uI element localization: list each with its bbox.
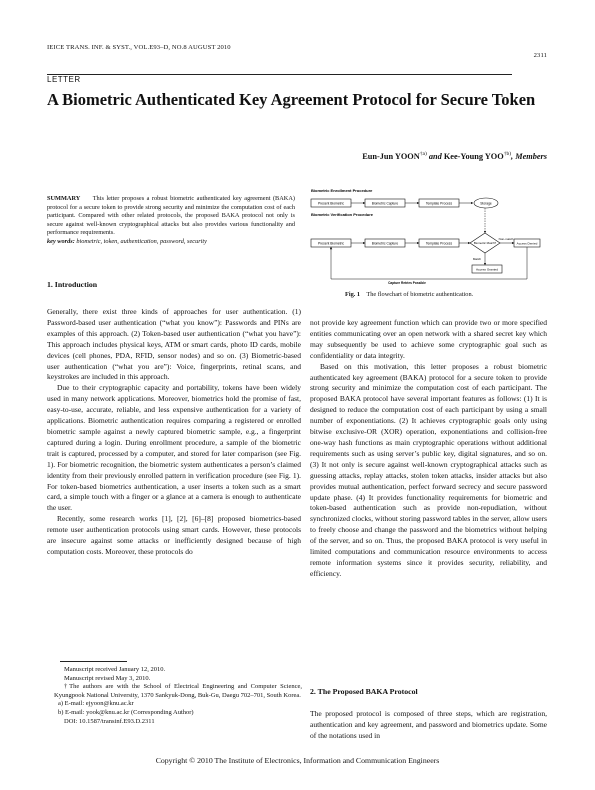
abstract	[47, 195, 295, 246]
intro-paragraph-3: Recently, some research works [1], [2], [6]–[8] proposed biometrics-based remote user authentication protocols using smart cards. However, these protocols are insecure against some attacks or inefficiently designed because of high computation costs. Moreover, these protocols do	[47, 514, 301, 556]
footnotes	[54, 666, 302, 726]
note-email-a: a) E-mail: ejyoon@knu.ac.kr	[58, 700, 134, 708]
note-email-b: b) E-mail: yook@knu.ac.kr (Corresponding Author)	[58, 708, 194, 716]
author-line	[362, 151, 547, 161]
verify-title: Biometric Verification Procedure	[311, 212, 374, 217]
author-2-sup: †b)	[503, 151, 512, 157]
section-2-body	[310, 709, 547, 742]
footnote-rule	[60, 661, 127, 662]
enroll-box-1-label: Present Biometric	[317, 201, 345, 206]
match-label: Match	[472, 257, 481, 261]
author-1-sup: †a)	[419, 151, 427, 157]
author-joiner: and	[426, 151, 444, 161]
note-affiliation: †The authors are with the School of Electrical Engineering and Computer Science, Kyungpook National University, 1370 Sankyuk-Dong, Buk-Gu, Daegu 702–701, South Korea.	[54, 683, 302, 699]
figure-caption-label: Fig. 1	[345, 291, 361, 298]
intro-paragraph-1: Generally, there exist three kinds of approaches for user authentication. (1) Password-based user authentication (“what you know”): Passwords and PINs are examples of this approach. (2) Token-based user authentication (“what you have”): This approach includes physical keys, ATM or smart cards, photo ID cards, mobile devices (cell phones, PDA, RFID, sensor nodes) and so on. (3) Biometric-based user authentication (“what you are”): Voice, fingerprints, retinal scans, and keystrokes are included in this approach.	[47, 307, 301, 382]
author-1: Eun-Jun YOON	[362, 151, 420, 161]
paper-title: A Biometric Authenticated Key Agreement Protocol for Secure Token	[47, 90, 536, 109]
note-received: Manuscript received January 12, 2010.	[64, 666, 166, 673]
note-doi: DOI: 10.1587/transinf.E93.D.2311	[64, 717, 155, 725]
note-revised: Manuscript revised May 3, 2010.	[64, 674, 151, 682]
intro-paragraph-2: Due to their cryptographic capacity and portability, tokens have been widely used in many network applications. Moreover, biometrics hold the promise of fast, easy-to-use, accurate, reliable, and less expensive authentication for a variety of applications. Biometric authentication requires comparing a registered or enrolled biometric sample against a newly captured biometric sample, e.g., a fingerprint captured during a login. During enrollment procedure, a sample of the biometric trait is captured, processed by a computer, and stored for later comparison (see Fig. 1). For biometric recognition, the biometric system authenticates a person’s claimed identity from their previously enrolled pattern in verification procedure (see Fig. 1). For token-based biometrics authentication, a user inserts a token such as a smart card, a simple touch with a finger or a glance at a camera is enough to authenticate the user.	[47, 383, 301, 513]
abstract-label: SUMMARY	[47, 195, 81, 202]
figure-caption-text: The flowchart of biometric authentication.	[366, 291, 474, 298]
section-2-heading: 2. The Proposed BAKA Protocol	[310, 687, 418, 696]
abstract-text: This letter proposes a robust biometric authenticated key agreement (BAKA) protocol for a secure token to provide strong security and minimize the computation cost of each participant. Compared with other related protocols, the proposed BAKA protocol not only is secure against well-known cryptographical attacks but also provides various functionality and performance requirements.	[47, 195, 295, 236]
verify-box-1-label: Present Biometric	[317, 241, 345, 246]
running-header: IEICE TRANS. INF. & SYST., VOL.E93–D, NO.8 AUGUST 2010	[47, 44, 231, 51]
denied-label: Access Denied	[516, 241, 538, 246]
nonmatch-label: Non-match	[498, 237, 514, 241]
article-type: LETTER	[47, 75, 81, 84]
storage-label: Storage	[480, 201, 492, 206]
right-paragraph-2: Based on this motivation, this letter proposes a robust biometric authenticated key agreement (BAKA) protocol for a secure token to provide strong security and minimize the computation cost of each participant. The proposed BAKA protocol have several important features as follows: (1) It is designed to reduce the computation cost of each participant by using a small number of exponentiations. (2) It achieves cryptographic goals only using bitwise exclusive-OR (XOR) operation, exponentiations and collision-free one-way hash functions as main cryptographic operations without additional requirements such as using server’s public key, digital signatures, and so on. (3) It not only is secure against well-known cryptographical attacks such as guessing attacks, replay attacks, stolen token attacks, insider attacks but also provides mutual authentication, perfect forward secrecy and secure password update phase. (4) It provides functionality requirements for biometric and token-based authentication such as provide non-repudiation, without synchronized clocks, without storing password tables in the server, allow users to freely choose and change the password and the biometrics without helping of the server, and so on. Thus, the proposed BAKA protocol is very useful in limited computations and communication resource environments to access remote information systems since it provides security, reliability, and efficiency.	[310, 361, 547, 578]
author-2: Kee-Young YOO	[443, 151, 504, 161]
decision-label: Biometric Match?	[473, 241, 497, 245]
enroll-box-3-label: Template Process	[425, 201, 453, 206]
verify-box-2-label: Biometric Capture	[371, 241, 399, 246]
keywords: biometric, token, authentication, password, security	[76, 237, 207, 245]
enroll-title: Biometric Enrollment Procedure	[311, 188, 373, 193]
page-number: 2311	[533, 52, 547, 59]
right-paragraph-1: not provide key agreement function which can provide two or more specified entities communicating over an open network with a shared secret key which may subsequently be used to achieve some cryptographic goal such as confidentiality or data integrity.	[310, 318, 547, 360]
section-2-paragraph-1: The proposed protocol is composed of three steps, which are registration, authentication and key agreement, and password and biometrics update. Some of the notations used in	[310, 709, 547, 740]
right-column-body	[310, 318, 547, 580]
header-rule	[47, 74, 512, 75]
enroll-box-2-label: Biometric Capture	[371, 201, 399, 206]
retry-label: Capture Retries Possible	[388, 281, 426, 285]
retry-loop-arrow	[331, 247, 527, 279]
author-suffix: , Members	[511, 151, 547, 161]
figure-1-caption	[345, 291, 473, 300]
figure-1-flowchart	[309, 186, 541, 286]
section-1-heading: 1. Introduction	[47, 280, 98, 289]
copyright-line: Copyright © 2010 The Institute of Electronics, Information and Communication Engineers	[155, 756, 440, 765]
left-column-body	[47, 307, 301, 558]
keywords-label: key words:	[47, 237, 75, 245]
verify-box-3-label: Template Process	[425, 241, 453, 246]
granted-label: Access Granted	[475, 267, 499, 272]
